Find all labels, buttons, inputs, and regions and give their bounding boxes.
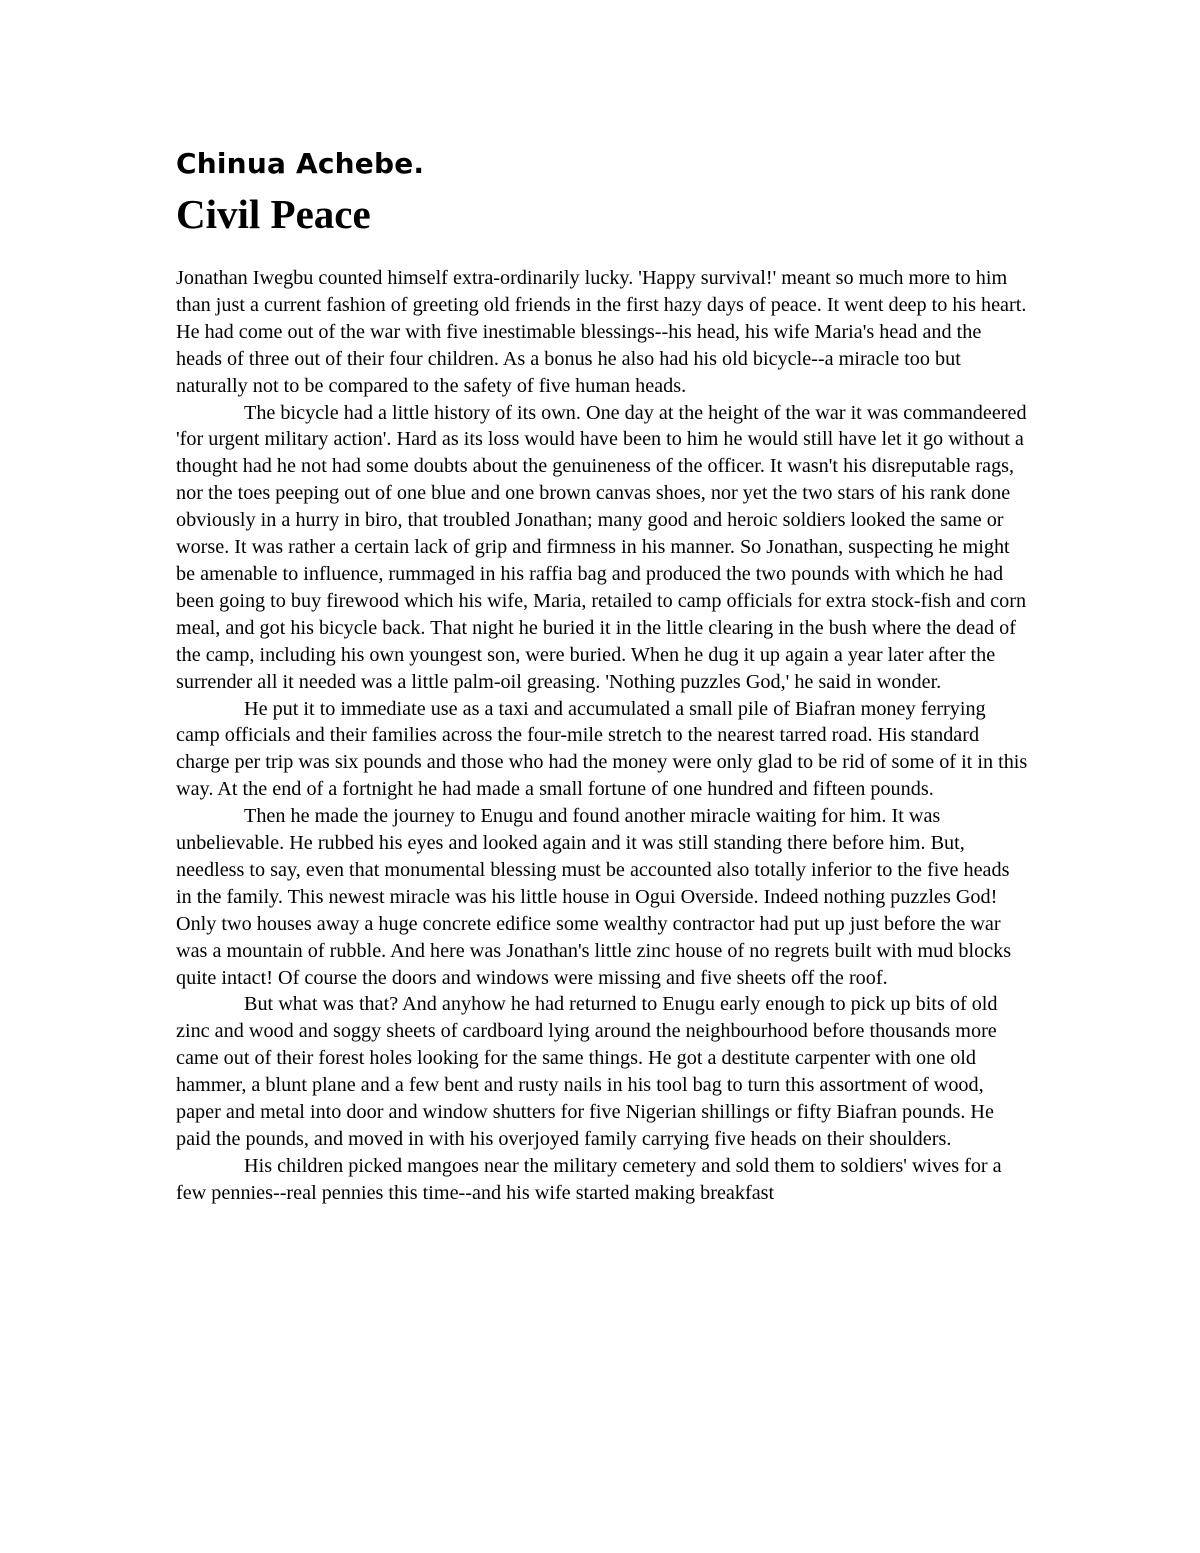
story-body	[176, 265, 1028, 1207]
document-page	[176, 148, 1028, 1207]
story-title: Civil Peace	[176, 191, 371, 237]
paragraph: Jonathan Iwegbu counted himself extra-ordinarily lucky. 'Happy survival!' meant so much more to him than just a current fashion of greeting old friends in the first hazy days of peace. It went deep to his heart. He had come out of the war with five inestimable blessings--his head, his wife Maria's head and the heads of three out of their four children. As a bonus he also had his old bicycle--a miracle too but naturally not to be compared to the safety of five human heads.	[176, 267, 1027, 397]
paragraph: His children picked mangoes near the military cemetery and sold them to soldiers' wives for a few pennies--real pennies this time--and his wife started making breakfast	[176, 1154, 1002, 1204]
paragraph: Then he made the journey to Enugu and found another miracle waiting for him. It was unbelievable. He rubbed his eyes and looked again and it was still standing there before him. But, needless to say, even that monumental blessing must be accounted also totally inferior to the five heads in the family. This newest miracle was his little house in Ogui Overside. Indeed nothing puzzles God! Only two houses away a huge concrete edifice some wealthy contractor had put up just before the war was a mountain of rubble. And here was Jonathan's little zinc house of no regrets built with mud blocks quite intact! Of course the doors and windows were missing and five sheets off the roof.	[176, 805, 1012, 989]
paragraph: He put it to immediate use as a taxi and accumulated a small pile of Biafran money ferrying camp officials and their families across the four-mile stretch to the nearest tarred road. His standard charge per trip was six pounds and those who had the money were only glad to be rid of some of it in this way. At the end of a fortnight he had made a small fortune of one hundred and fifteen pounds.	[176, 697, 1028, 801]
author-name: Chinua Achebe.	[176, 147, 425, 180]
paragraph: The bicycle had a little history of its own. One day at the height of the war it was commandeered 'for urgent military action'. Hard as its loss would have been to him he would still have let it go without a thought had he not had some doubts about the genuineness of the officer. It wasn't his disreputable rags, nor the toes peeping out of one blue and one brown canvas shoes, nor yet the two stars of his rank done obviously in a hurry in biro, that troubled Jonathan; many good and heroic soldiers looked the same or worse. It was rather a certain lack of grip and firmness in his manner. So Jonathan, suspecting he might be amenable to influence, rummaged in his raffia bag and produced the two pounds with which he had been going to buy firewood which his wife, Maria, retailed to camp officials for extra stock-fish and corn meal, and got his bicycle back. That night he buried it in the little clearing in the bush where the dead of the camp, including his own youngest son, were buried. When he dug it up again a year later after the surrender all it needed was a little palm-oil greasing. 'Nothing puzzles God,' he said in wonder.	[176, 401, 1027, 693]
paragraph: But what was that? And anyhow he had returned to Enugu early enough to pick up bits of old zinc and wood and soggy sheets of cardboard lying around the neighbourhood before thousands more came out of their forest holes looking for the same things. He got a destitute carpenter with one old hammer, a blunt plane and a few bent and rusty nails in his tool bag to turn this assortment of wood, paper and metal into door and window shutters for five Nigerian shillings or fifty Biafran pounds. He paid the pounds, and moved in with his overjoyed family carrying five heads on their shoulders.	[176, 993, 998, 1150]
